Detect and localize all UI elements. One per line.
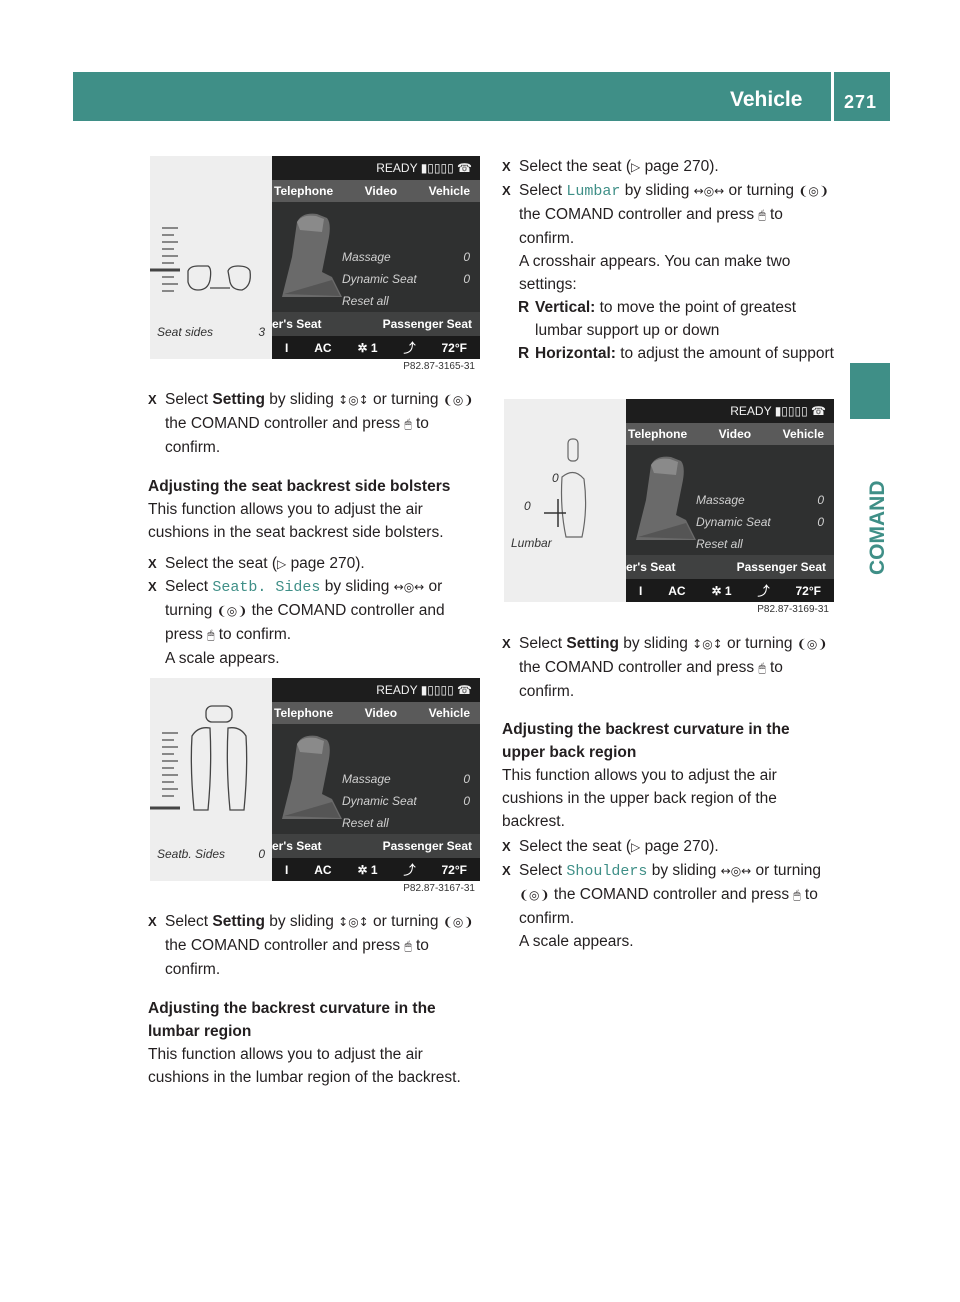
lumbar-vertical-value: 0 <box>552 471 559 485</box>
fan-icon[interactable]: ✲ 1 <box>357 340 378 355</box>
tab-telephone[interactable]: Telephone <box>628 427 688 441</box>
tab-video[interactable]: Video <box>718 427 752 441</box>
controller-horizontal-icon: ↔◎↔ <box>693 184 725 198</box>
controller-horizontal-icon: ↔◎↔ <box>393 580 425 594</box>
passenger-seat-tab[interactable]: Passenger Seat <box>736 560 826 574</box>
screen-tabs <box>626 423 834 445</box>
climate-bar <box>626 579 834 602</box>
right-steps-shoulders: X Select the seat (▷ page 270). X Select Shoulders by sliding ↔◎↔ or turning ❨◎❩ the COMAND controller and press 🖱 to confirm. A scale appears. <box>502 838 822 950</box>
tab-video[interactable]: Video <box>364 184 398 198</box>
seat-sides-caption: Seat sides 3 <box>157 325 265 339</box>
side-tab <box>850 363 890 419</box>
figure-ref-2: P82.87-3167-31 <box>403 883 475 894</box>
status-bar: READY ▮▯▯▯▯ ☎ <box>626 399 834 423</box>
section-title: Vehicle <box>730 88 803 111</box>
left-step-setting-2: X Select Setting by sliding ↕◎↕ or turning ❨◎❩ the COMAND controller and press 🖱 to confirm. <box>148 913 474 978</box>
menu-item-massage[interactable]: Massage 0 <box>342 772 470 786</box>
controller-rotate-icon: ❨◎❩ <box>519 888 550 902</box>
seat-menu <box>696 489 824 555</box>
figure-ref-1: P82.87-3165-31 <box>403 361 475 372</box>
seat-selector-bar <box>626 555 834 579</box>
controller-rotate-icon: ❨◎❩ <box>216 604 248 618</box>
airflow-icon[interactable]: ⤴ <box>403 341 416 355</box>
driver-seat-tab[interactable]: er's Seat <box>626 560 676 574</box>
fan-icon[interactable]: ✲ 1 <box>711 583 732 598</box>
seat-icon <box>626 445 701 555</box>
controller-vertical-icon: ↕◎↕ <box>338 393 369 407</box>
passenger-seat-tab[interactable]: Passenger Seat <box>382 317 472 331</box>
menu-item-dynamic-seat[interactable]: Dynamic Seat 0 <box>696 515 824 529</box>
tab-vehicle[interactable]: Vehicle <box>428 184 470 198</box>
driver-seat-tab[interactable]: er's Seat <box>272 839 322 853</box>
tab-video[interactable]: Video <box>364 706 398 720</box>
controller-press-icon: 🖱 <box>404 417 412 431</box>
page-ref-arrow-icon: ▷ <box>631 160 641 174</box>
airflow-icon[interactable]: ⤴ <box>757 584 770 598</box>
screen-tabs <box>272 702 480 724</box>
controller-rotate-icon: ❨◎❩ <box>442 915 474 929</box>
left-step-select-seat: X Select the seat (▷ page 270). <box>148 555 365 572</box>
seat-selector-bar <box>272 834 480 858</box>
seat-menu <box>342 768 470 834</box>
seat-menu <box>342 246 470 312</box>
seatb-sides-caption: Seatb. Sides 0 <box>157 847 265 861</box>
figure-seat-sides <box>150 156 480 359</box>
screen-right-panel <box>272 678 480 881</box>
menu-item-massage[interactable]: Massage 0 <box>696 493 824 507</box>
tab-telephone[interactable]: Telephone <box>274 184 334 198</box>
right-step-setting: X Select Setting by sliding ↕◎↕ or turning ❨◎❩ the COMAND controller and press 🖱 to confirm. <box>502 635 828 700</box>
climate-separator: I <box>284 340 289 355</box>
climate-bar <box>272 858 480 881</box>
left-step-seatb-sides: X Select Seatb. Sides by sliding ↔◎↔ or turning ❨◎❩ the COMAND controller and press 🖱 to confirm. A scale appears. <box>148 578 445 667</box>
controller-press-icon: 🖱 <box>793 888 801 902</box>
header-divider <box>831 72 834 121</box>
climate-separator: I <box>638 583 643 598</box>
temperature-display[interactable]: 72°F <box>795 583 821 598</box>
left-para-lumbar: This function allows you to adjust the air cushions in the lumbar region of the backrest. <box>148 1046 461 1086</box>
left-heading-lumbar: Adjusting the backrest curvature in the lumbar region This function allows you to adjust the air cushions in the lumbar region of the backrest. <box>148 997 483 1089</box>
driver-seat-tab[interactable]: er's Seat <box>272 317 322 331</box>
lumbar-crosshair-diagram <box>504 399 626 602</box>
climate-bar <box>272 336 480 359</box>
right-para-upper-back: This function allows you to adjust the air cushions in the upper back region of the backrest. <box>502 767 777 830</box>
screen-right-panel <box>626 399 834 602</box>
controller-vertical-icon: ↕◎↕ <box>692 637 723 651</box>
tab-vehicle[interactable]: Vehicle <box>782 427 824 441</box>
page-number: 271 <box>844 92 878 112</box>
controller-rotate-icon: ❨◎❩ <box>796 637 828 651</box>
figure-lumbar <box>504 399 834 602</box>
climate-separator: I <box>284 862 289 877</box>
screen-right-panel <box>272 156 480 359</box>
airflow-icon[interactable]: ⤴ <box>403 863 416 877</box>
page-ref-arrow-icon: ▷ <box>277 557 287 571</box>
status-bar: READY ▮▯▯▯▯ ☎ <box>272 678 480 702</box>
tab-vehicle[interactable]: Vehicle <box>428 706 470 720</box>
side-tab-label: COMAND <box>866 480 889 575</box>
controller-press-icon: 🖱 <box>758 661 766 675</box>
right-heading-upper-back: Adjusting the backrest curvature in the upper back region This function allows you to adjust the air cushions in the upper back region of the backrest. <box>502 718 837 833</box>
fan-icon[interactable]: ✲ 1 <box>357 862 378 877</box>
controller-vertical-icon: ↕◎↕ <box>338 915 369 929</box>
left-heading-side-bolsters: Adjusting the seat backrest side bolsters This function allows you to adjust the air cushions in the seat backrest side bolsters. <box>148 475 488 544</box>
temperature-display[interactable]: 72°F <box>441 340 467 355</box>
controller-rotate-icon: ❨◎❩ <box>442 393 474 407</box>
menu-item-dynamic-seat[interactable]: Dynamic Seat 0 <box>342 272 470 286</box>
ac-button[interactable]: AC <box>314 340 332 355</box>
page-ref-arrow-icon: ▷ <box>631 840 641 854</box>
ac-button[interactable]: AC <box>314 862 332 877</box>
seat-icon <box>272 202 347 312</box>
status-bar: READY ▮▯▯▯▯ ☎ <box>272 156 480 180</box>
figure-seatb-sides <box>150 678 480 881</box>
temperature-display[interactable]: 72°F <box>441 862 467 877</box>
controller-rotate-icon: ❨◎❩ <box>798 184 829 198</box>
lumbar-horizontal-value: 0 <box>524 499 531 513</box>
right-steps-lumbar: X Select the seat (▷ page 270). X Select Lumbar by sliding ↔◎↔ or turning ❨◎❩ the COMAND controller and press 🖱 to confirm. A crosshair appears. You can make two settings: R Vertical: to move the point of greatest lumbar support up or down R Horizontal: to adjust the amount of support <box>502 158 834 362</box>
controller-horizontal-icon: ↔◎↔ <box>720 864 752 878</box>
menu-item-massage[interactable]: Massage 0 <box>342 250 470 264</box>
seat-selector-bar <box>272 312 480 336</box>
tab-telephone[interactable]: Telephone <box>274 706 334 720</box>
menu-item-dynamic-seat[interactable]: Dynamic Seat 0 <box>342 794 470 808</box>
screen-tabs <box>272 180 480 202</box>
left-step-setting-1: X Select Setting by sliding ↕◎↕ or turning ❨◎❩ the COMAND controller and press 🖱 to confirm. <box>148 391 474 456</box>
passenger-seat-tab[interactable]: Passenger Seat <box>382 839 472 853</box>
menu-item-reset-all[interactable]: Reset all <box>342 816 389 830</box>
seat-icon <box>272 724 347 834</box>
figure-ref-3: P82.87-3169-31 <box>757 604 829 615</box>
menu-item-reset-all[interactable]: Reset all <box>696 537 743 551</box>
lumbar-caption: Lumbar <box>511 536 552 550</box>
controller-press-icon: 🖱 <box>758 208 766 222</box>
left-para-side-bolsters: This function allows you to adjust the air cushions in the seat backrest side bolsters. <box>148 501 444 541</box>
controller-press-icon: 🖱 <box>207 628 215 642</box>
ac-button[interactable]: AC <box>668 583 686 598</box>
menu-item-reset-all[interactable]: Reset all <box>342 294 389 308</box>
controller-press-icon: 🖱 <box>404 939 412 953</box>
